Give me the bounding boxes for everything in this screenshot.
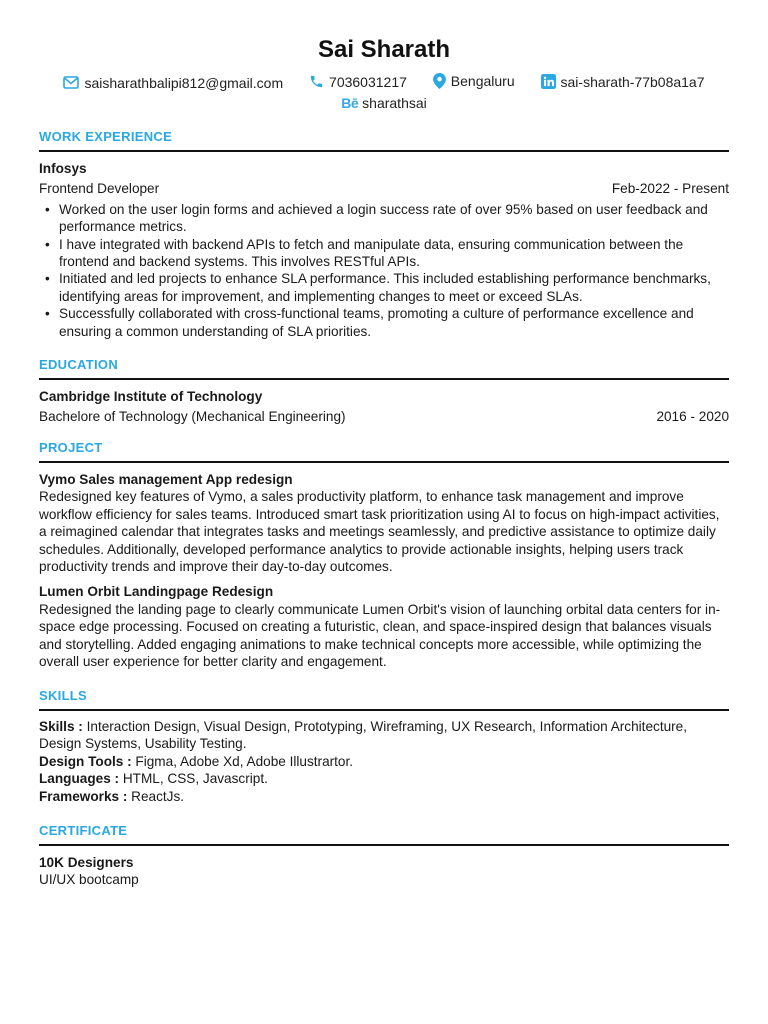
degree-dates: 2016 - 2020 bbox=[656, 409, 729, 425]
email-icon bbox=[63, 76, 79, 89]
contact-behance[interactable] bbox=[341, 93, 427, 113]
skill-label: Skills : bbox=[39, 719, 87, 734]
project-section bbox=[39, 440, 729, 670]
candidate-name: Sai Sharath bbox=[317, 36, 451, 63]
section-heading: EDUCATION bbox=[39, 357, 119, 372]
section-divider bbox=[39, 378, 729, 380]
list-item: • I have integrated with backend APIs to fetch and manipulate data, ensuring communication between the frontend and backend systems. This involves RESTful APIs. bbox=[39, 236, 729, 271]
contact-phone[interactable] bbox=[309, 72, 407, 92]
skill-line bbox=[39, 718, 729, 753]
behance-icon: Bē bbox=[341, 95, 359, 111]
skill-label: Frameworks : bbox=[39, 788, 132, 804]
list-item: • Successfully collaborated with cross-functional teams, promoting a culture of performance excellence and ensuring a common understanding of SLA priorities. bbox=[39, 305, 729, 340]
project-title: Vymo Sales management App redesign bbox=[39, 472, 293, 487]
job-row bbox=[39, 180, 729, 197]
certificate-title: 10K Designers bbox=[39, 855, 134, 870]
project-title: Lumen Orbit Landingpage Redesign bbox=[39, 584, 274, 600]
job-dates: Feb-2022 - Present bbox=[611, 181, 729, 197]
job-role: Frontend Developer bbox=[39, 181, 160, 197]
linkedin-text: sai-sharath-77b08a1a7 bbox=[560, 73, 705, 90]
location-text: Bengaluru bbox=[450, 73, 515, 89]
degree-text: Bachelore of Technology (Mechanical Engineering) bbox=[39, 409, 346, 425]
section-divider bbox=[39, 844, 729, 846]
degree-row bbox=[39, 408, 729, 425]
certificate-section bbox=[39, 823, 729, 889]
contact-location bbox=[433, 71, 515, 91]
company-name: Infosys bbox=[39, 161, 87, 176]
contact-row bbox=[39, 71, 729, 94]
contact-email[interactable] bbox=[63, 73, 283, 93]
section-divider bbox=[39, 709, 729, 711]
section-heading: SKILLS bbox=[39, 688, 88, 703]
education-section bbox=[39, 357, 729, 426]
school-name: Cambridge Institute of Technology bbox=[39, 389, 263, 404]
job-bullets bbox=[39, 201, 729, 340]
linkedin-icon bbox=[541, 74, 556, 89]
skill-value: Figma, Adobe Xd, Adobe Illustrartor. bbox=[135, 753, 354, 769]
behance-text: sharathsai bbox=[362, 95, 427, 111]
phone-icon bbox=[309, 74, 324, 89]
section-heading: WORK EXPERIENCE bbox=[39, 129, 173, 144]
skill-line bbox=[39, 770, 729, 787]
location-pin-icon bbox=[433, 73, 446, 89]
skill-line bbox=[39, 753, 729, 770]
skill-value: HTML, CSS, Javascript. bbox=[122, 771, 268, 787]
skill-label: Design Tools : bbox=[39, 753, 136, 769]
contact-linkedin[interactable] bbox=[541, 72, 705, 92]
skill-value: ReactJs. bbox=[131, 788, 185, 804]
section-heading: PROJECT bbox=[39, 440, 103, 455]
skill-value: Interaction Design, Visual Design, Prototyping, Wireframing, UX Research, Information Architecture, Design Systems, Usability Testing. bbox=[39, 719, 688, 752]
skills-section bbox=[39, 688, 729, 805]
resume-page bbox=[39, 0, 729, 1024]
email-text: saisharathbalipi812@gmail.com bbox=[84, 74, 284, 91]
section-divider bbox=[39, 461, 729, 463]
section-divider bbox=[39, 150, 729, 152]
list-item: • Worked on the user login forms and achieved a login success rate of over 95% based on user feedback and performance metrics. bbox=[39, 201, 729, 236]
project-description: Redesigned the landing page to clearly communicate Lumen Orbit's vision of launching orbital data centers for in-space edge processing. Focused on creating a futuristic, clean, and space-inspired design that balances visuals and storytelling. Added engaging animations to make technical concepts more accessible, while optimizing the overall user experience for better clarity and engagement. bbox=[39, 601, 721, 670]
list-item: • Initiated and led projects to enhance SLA performance. This included establishing performance benchmarks, identifying areas for improvement, and implementing changes to meet or exceed SLAs. bbox=[39, 270, 729, 305]
phone-text: 7036031217 bbox=[329, 73, 407, 90]
section-heading: CERTIFICATE bbox=[39, 823, 128, 838]
work-experience-section bbox=[39, 129, 729, 340]
contact-row-2 bbox=[39, 93, 729, 113]
project-description: Redesigned key features of Vymo, a sales productivity platform, to enhance task management and improve workflow efficiency for sales teams. Introduced smart task prioritization using AI to focus on high-impact activities, a reimagined calendar that integrates tasks and meetings seamlessly, and predictive assistance to optimize daily schedules. Additionally, developed performance analytics to provide actionable insights, helping users track productivity trends and improve their day-to-day outcomes. bbox=[39, 489, 720, 575]
skill-line bbox=[39, 788, 729, 805]
certificate-description: UI/UX bootcamp bbox=[39, 872, 139, 888]
skill-label: Languages : bbox=[39, 771, 123, 787]
